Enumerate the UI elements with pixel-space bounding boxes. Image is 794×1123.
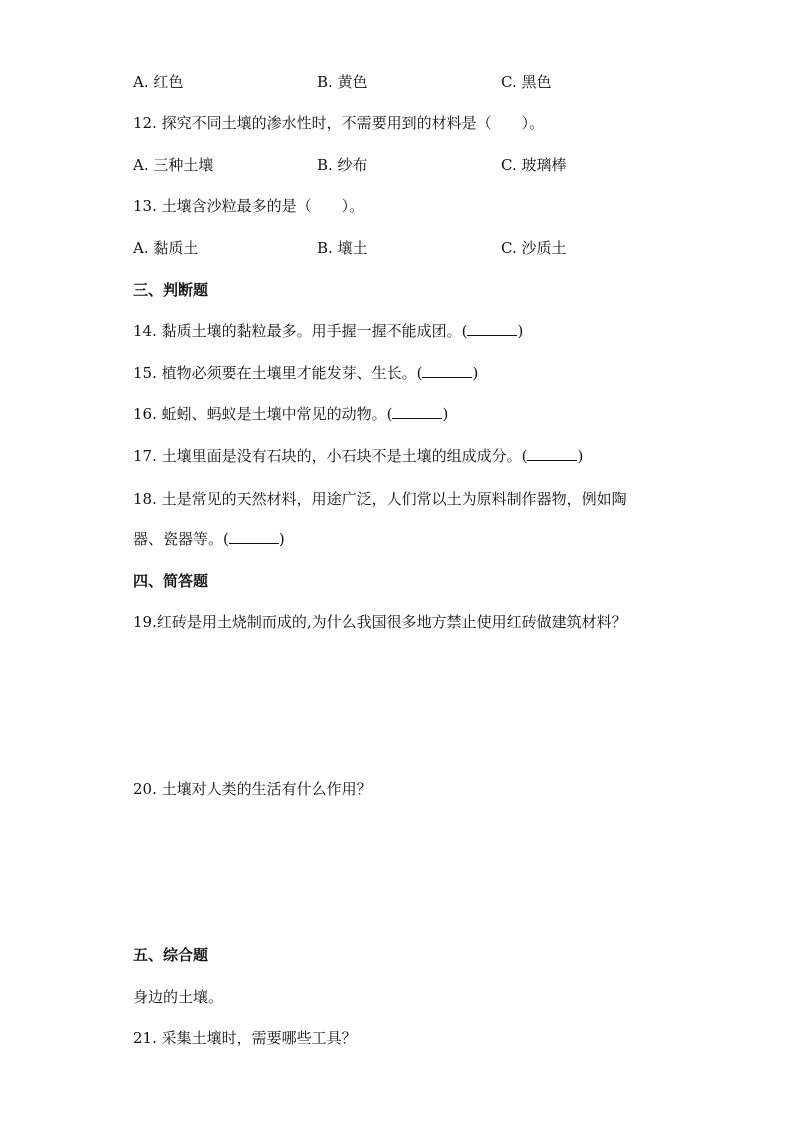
q17-close: ) [577,447,584,465]
q12-option-b: B. 纱布 [317,156,368,174]
section5-intro: 身边的土壤。 [133,988,224,1006]
q15 [133,363,478,383]
q15-answer-blank[interactable] [422,364,472,378]
q17-text: 17. 土壤里面是没有石块的，小石块不是土壤的组成成分。( [133,447,528,465]
q21: 21. 采集土壤时，需要哪些工具？ [133,1029,357,1047]
q11-option-b: B. 黄色 [317,73,368,91]
q12-stem: 12. 探究不同土壤的渗水性时，不需要用到的材料是（ ）。 [133,114,545,132]
section-title-true-false: 三、判断题 [133,281,209,299]
q18-line-2 [133,529,285,549]
q13-option-b: B. 壤土 [317,239,368,257]
section-title-short-answer: 四、简答题 [133,572,209,590]
q14-text: 14. 黏质土壤的黏粒最多。用手握一握不能成团。( [133,322,468,340]
q11-option-a: A. 红色 [133,73,184,91]
q17-answer-blank[interactable] [527,447,577,461]
q12-option-a: A. 三种土壤 [133,156,214,174]
q18-answer-blank[interactable] [229,530,279,544]
q13-option-a: A. 黏质土 [133,239,199,257]
q16-close: ) [442,405,449,423]
q13-stem: 13. 土壤含沙粒最多的是（ ）。 [133,197,365,215]
q17 [133,446,583,466]
q18-text: 器、瓷器等。( [133,530,229,548]
section-title-comprehensive: 五、综合题 [133,946,209,964]
q14-close: ) [517,322,524,340]
q20: 20. 土壤对人类的生活有什么作用？ [133,780,372,798]
q14-answer-blank[interactable] [467,322,517,336]
q12-option-c: C. 玻璃棒 [501,156,567,174]
q15-close: ) [472,364,479,382]
q16-text: 16. 蚯蚓、蚂蚁是土壤中常见的动物。( [133,405,393,423]
q11-option-c: C. 黑色 [501,73,552,91]
q18-close: ) [278,530,285,548]
q13-option-c: C. 沙质土 [501,239,567,257]
q18-line-1: 18. 土是常见的天然材料，用途广泛，人们常以土为原料制作器物，例如陶 [133,490,627,508]
q15-text: 15. 植物必须要在土壤里才能发芽、生长。( [133,364,423,382]
q16-answer-blank[interactable] [392,405,442,419]
q16 [133,404,448,424]
q14 [133,321,523,341]
q19: 19.红砖是用土烧制而成的,为什么我国很多地方禁止使用红砖做建筑材料？ [133,613,627,631]
